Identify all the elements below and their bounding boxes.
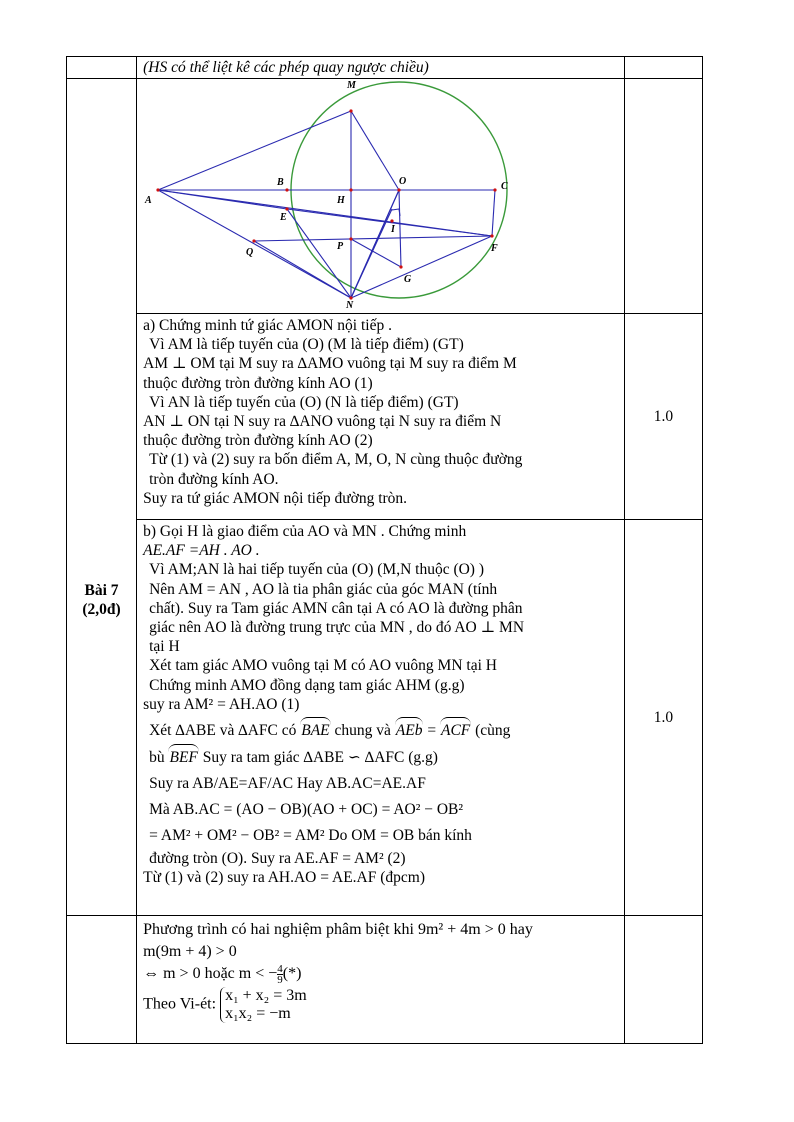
cell-empty	[67, 916, 137, 1044]
part-a-row	[67, 314, 703, 520]
part-a-text	[137, 314, 624, 508]
part-b-text	[137, 520, 624, 887]
part-b-line: Suy ra AB/AE=AF/AC Hay AB.AC=AE.AF	[149, 775, 426, 793]
vieta-label: Theo Vi-ét:	[143, 995, 221, 1013]
part-b-line: chất). Suy ra Tam giác AMN cân tại A có AO là đường phân	[149, 599, 523, 617]
cond-text: ⇔ m > 0 hoặc m < −	[143, 965, 278, 982]
label-o: O	[399, 176, 407, 187]
figure-points	[157, 109, 497, 299]
label-c: C	[501, 181, 508, 192]
label-h: H	[337, 195, 345, 206]
cell-empty	[624, 57, 702, 79]
figure-labels	[144, 80, 508, 308]
figure-cell	[137, 79, 625, 314]
part-a-line: Vì AN là tiếp tuyến của (O) (N là tiếp điểm) (GT)	[149, 393, 459, 411]
part-c-line: m(9m + 4) > 0	[143, 943, 237, 960]
part-a-line: AM ⊥ OM tại M suy ra ∆AMO vuông tại M suy ra điểm M	[143, 355, 517, 373]
geometry-figure	[137, 79, 624, 308]
label-g: G	[404, 274, 412, 285]
frac-den: 9	[277, 973, 283, 986]
bu-text: bù	[149, 749, 169, 767]
part-a-line: Suy ra tứ giác AMON nội tiếp đường tròn.	[143, 489, 408, 507]
label-m: M	[347, 80, 357, 91]
part-c-line: Phương trình có hai nghiệm phâm biệt khi 9m² + 4m > 0 hay	[143, 921, 533, 938]
figure-row	[67, 79, 703, 314]
part-b-line: Vì AM;AN là hai tiếp tuyến của (O) (M,N thuộc (O) )	[149, 561, 485, 579]
xet-text: =	[423, 722, 440, 740]
bu-text: Suy ra tam giác ∆ABE ∽ ∆AFC (g.g)	[198, 749, 438, 767]
part-a-line: tròn đường kính AO.	[149, 470, 279, 488]
xet-text: (cùng	[471, 722, 511, 740]
part-b-line: Xét tam giác AMO vuông tại M có AO vuông MN tại H	[149, 657, 497, 675]
part-b-line: Mà AB.AC = (AO − OB)(AO + OC) = AO² − OB²	[149, 801, 464, 819]
xet-text: Xét ∆ABE và ∆AFC có	[149, 722, 301, 740]
cell-empty	[624, 79, 702, 314]
part-b-line: suy ra AM² = AH.AO (1)	[143, 695, 300, 713]
part-b-line: = AM² + OM² − OB² = AM² Do OM = OB bán kính	[149, 827, 472, 845]
vieta-eq: x₁ + x₂ = 3m	[225, 987, 307, 1004]
part-a-line: Vì AM là tiếp tuyến của (O) (M là tiếp điểm) (GT)	[149, 336, 464, 354]
label-i: I	[391, 224, 396, 235]
part-b-line: b) Gọi H là giao điểm của AO và MN . Chứng minh	[143, 523, 467, 540]
part-b-line: Chứng minh AMO đồng dạng tam giác AHM (g.g)	[149, 676, 465, 694]
cell-empty	[624, 916, 702, 1044]
part-c-line3	[143, 963, 618, 985]
label-p: P	[337, 241, 344, 252]
xet-text: chung và	[330, 722, 395, 740]
part-b-line: AE.AF =AH . AO .	[143, 542, 260, 560]
cond-text: (*)	[282, 965, 302, 982]
part-a-line: thuộc đường tròn đường kính AO (1)	[143, 374, 373, 392]
angle-acf: ACF	[440, 717, 471, 744]
part-a-line: a) Chứng minh tứ giác AMON nội tiếp .	[143, 317, 392, 334]
problem-points: (2,0đ)	[82, 601, 121, 618]
angle-bae: BAE	[300, 717, 330, 744]
part-b-xet-line	[143, 717, 618, 744]
note-cell	[137, 57, 625, 79]
part-c-text	[137, 916, 624, 1023]
part-b-line: đường tròn (O). Suy ra AE.AF = AM² (2)	[149, 850, 406, 868]
label-a: A	[145, 195, 152, 206]
part-c-row	[67, 916, 703, 1044]
part-a-line: Từ (1) và (2) suy ra bốn điểm A, M, O, N cùng thuộc đường	[149, 451, 523, 469]
problem-label-cell	[67, 79, 137, 916]
cell-empty	[67, 57, 137, 79]
vieta-eq: x₁x₂ = −m	[225, 1005, 291, 1022]
solution-table	[66, 56, 703, 1044]
part-b-cell	[137, 520, 625, 916]
problem-label: Bài 7	[84, 582, 119, 599]
part-b-bu-line	[143, 744, 618, 771]
part-a-line: AN ⊥ ON tại N suy ra ∆ANO vuông tại N suy ra điểm N	[143, 413, 502, 431]
label-b: B	[277, 177, 284, 188]
label-q: Q	[246, 247, 254, 258]
frac-num: 4	[277, 962, 283, 975]
label-e: E	[280, 212, 287, 223]
part-a-line: thuộc đường tròn đường kính AO (2)	[143, 432, 373, 450]
part-b-line: Từ (1) và (2) suy ra AH.AO = AE.AF (đpcm)	[143, 869, 425, 887]
note-text: (HS có thể liệt kê các phép quay ngược chiều)	[143, 59, 429, 76]
part-b-row	[67, 520, 703, 916]
part-c-cell	[137, 916, 625, 1044]
part-b-line: Nên AM = AN , AO là tia phân giác của góc MAN (tính	[149, 580, 498, 598]
part-a-score: 1.0	[624, 314, 702, 520]
label-n: N	[346, 300, 354, 308]
angle-aeb: AEb	[395, 717, 424, 744]
vieta-system	[220, 987, 307, 1023]
vieta-line	[143, 987, 618, 1023]
part-b-score: 1.0	[624, 520, 702, 916]
angle-bef: BEF	[168, 744, 198, 771]
note-row	[67, 57, 703, 79]
part-b-line: tại H	[149, 638, 180, 656]
part-b-line: giác nên AO là đường trung trực của MN , do đó AO ⊥ MN	[149, 619, 525, 637]
part-a-cell	[137, 314, 625, 520]
label-f: F	[491, 243, 498, 254]
